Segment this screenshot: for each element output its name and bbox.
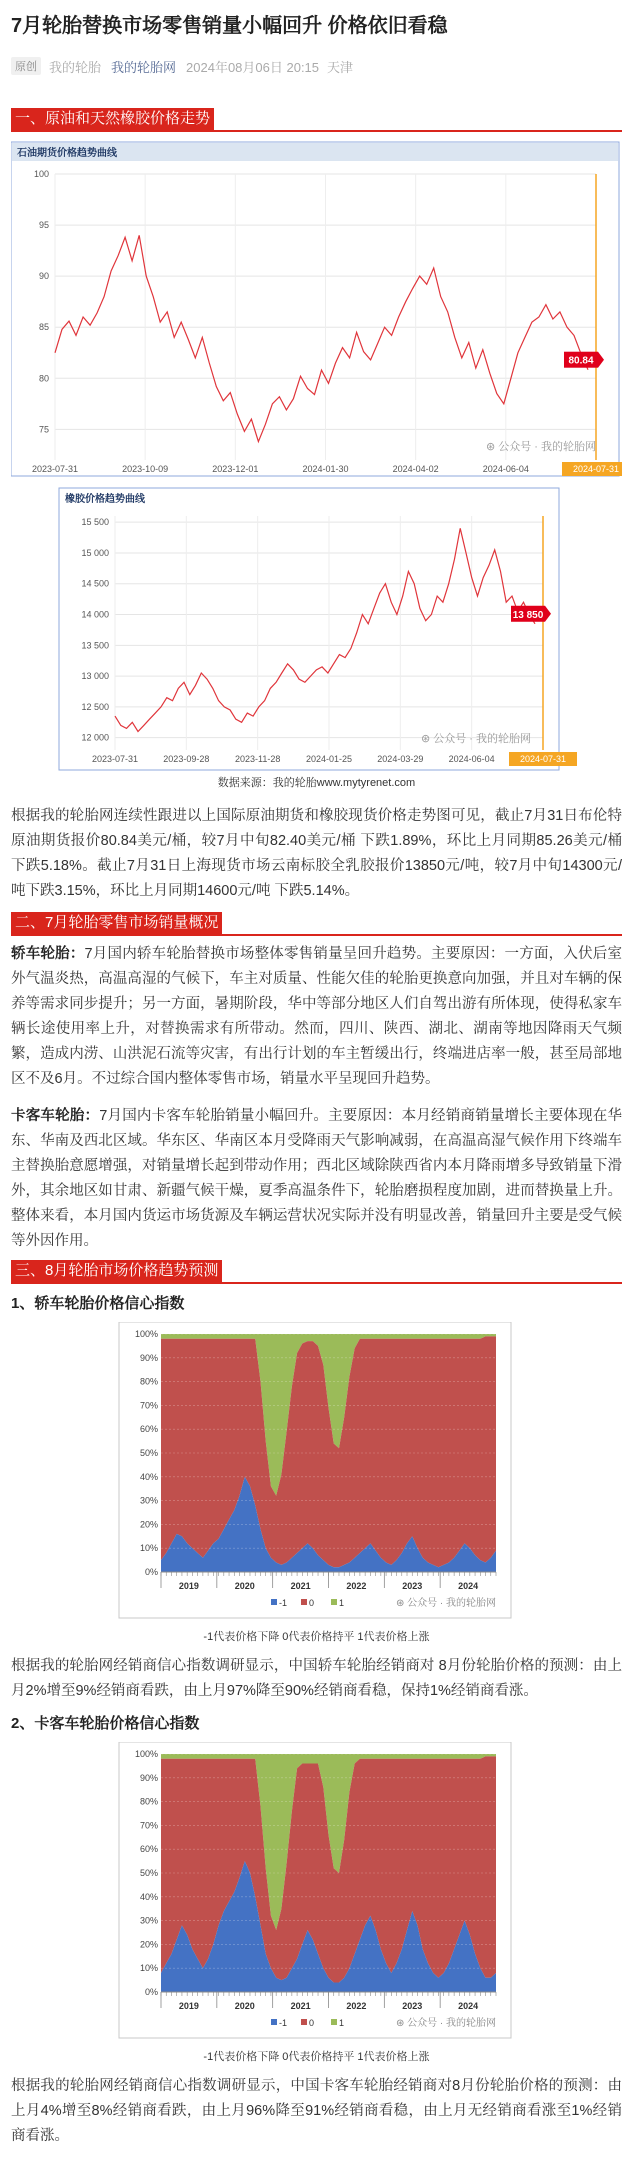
truck-confidence-subhead: 2、卡客车轮胎价格信心指数 [11, 1715, 200, 1732]
section-1 [11, 108, 622, 132]
rubber-chart [11, 484, 622, 772]
y-tick-label: 75 [38, 424, 49, 435]
year-label: 2021 [290, 2001, 311, 2011]
article-meta [11, 55, 622, 77]
truck-confidence-svg [11, 1742, 622, 2042]
x-tick-label: 2024-06-04 [448, 754, 495, 764]
oil-chart-svg [11, 138, 622, 478]
y-tick-label: 50% [139, 1868, 158, 1878]
x-tick-label: 2024-01-30 [302, 464, 349, 474]
car-tire-paragraph [11, 942, 622, 1092]
article-title: 7月轮胎替换市场零售销量小幅回升 价格依旧看稳 [11, 15, 448, 37]
legend-label: 0 [309, 1598, 315, 1608]
legend-label: 0 [309, 2018, 315, 2028]
y-tick-label: 90% [139, 1772, 158, 1783]
truck-confidence-chart [11, 1742, 622, 2042]
y-tick-label: 40% [139, 1471, 158, 1482]
x-tick-label: 2023-09-28 [163, 754, 210, 764]
x-tick-label: 2024-07-31 [519, 754, 567, 764]
year-label: 2023 [402, 1581, 423, 1591]
watermark-text: ⊛ 公众号 · 我的轮胎网 [395, 2018, 496, 2029]
y-tick-label: 90% [139, 1352, 158, 1363]
last-value-label: 13 850 [512, 609, 544, 621]
y-tick-label: 30% [139, 1915, 158, 1926]
legend-swatch [331, 2019, 337, 2025]
watermark-text: ⊛ 公众号 · 我的轮胎网 [485, 441, 596, 453]
y-tick-label: 90 [38, 271, 49, 282]
y-tick-label: 70% [139, 1400, 158, 1411]
section-2 [11, 912, 622, 936]
data-source-caption: 数据来源：我的轮胎www.mytyrenet.com [217, 777, 416, 789]
truck-forecast-paragraph: 根据我的轮胎网经销商信心指数调研显示，中国卡客车轮胎经销商对8月份轮胎价格的预测：由上月4%增至8%经销商看跌，由上月96%降至91%经销商看稳，由上月无经销商看涨至1%经销商看涨。 [11, 2078, 622, 2144]
legend-swatch [271, 1599, 277, 1605]
y-tick-label: 14 000 [81, 609, 109, 620]
y-tick-label: 100% [134, 1329, 158, 1339]
section-3 [11, 1260, 622, 1284]
legend-swatch [301, 1599, 307, 1605]
section-divider [11, 130, 622, 132]
year-label: 2022 [346, 2001, 367, 2011]
rubber-chart-svg [11, 484, 622, 772]
account-link[interactable]: 我的轮胎网 [111, 59, 177, 75]
y-tick-label: 40% [139, 1891, 158, 1902]
legend-label: -1 [279, 2018, 288, 2028]
oil-chart [11, 138, 622, 478]
x-tick-label: 2023-07-31 [91, 754, 139, 764]
watermark-text: ⊛ 公众号 · 我的轮胎网 [420, 733, 531, 745]
x-tick-label: 2024-06-04 [482, 464, 529, 474]
y-tick-label: 0% [144, 1987, 158, 1997]
car-legend-note: -1代表价格下降 0代表价格持平 1代表价格上涨 [203, 1631, 430, 1643]
y-tick-label: 60% [139, 1424, 158, 1435]
y-tick-label: 70% [139, 1820, 158, 1831]
car-tire-text: 7月国内轿车轮胎替换市场整体零售销量呈回升趋势。主要原因：一方面，入伏后室外气温炎热，高温高湿的气候下，车主对质量、性能欠佳的轮胎更换意向加强，并且对车辆的保养等需求同步提升；另一方面，暑期阶段，华中等部分地区人们自驾出游有所体现，使得私家车辆长途使用率上升，对替换需求有所带动。然而，四川、陕西、湖北、湖南等地因降雨天气频繁，造成内涝、山洪泥石流等灾害，有出行计划的车主暂缓出行，终端进店率一般，甚至局部地区不及6月。不过综合国内整体零售市场，销量水平呈现回升趋势。 [11, 946, 623, 1087]
x-tick-label: 2024-07-31 [572, 464, 620, 474]
y-tick-label: 80% [139, 1796, 158, 1807]
legend-label: 1 [339, 2018, 345, 2028]
year-label: 2024 [458, 2001, 479, 2011]
x-tick-label: 2023-11-28 [234, 754, 281, 764]
chart-frame [11, 142, 619, 476]
year-label: 2022 [346, 1581, 367, 1591]
car-confidence-subhead: 1、轿车轮胎价格信心指数 [11, 1295, 185, 1312]
y-tick-label: 0% [144, 1567, 158, 1577]
truck-tire-text: 7月国内卡客车轮胎销量小幅回升。主要原因：本月经销商销量增长主要体现在华东、华南及西北区域。华东区、华南区本月受降雨天气影响减弱，在高温高湿气候作用下终端车主替换胎意愿增强，对销量增长起到带动作用；西北区域除陕西省内本月降雨增多导致销量下滑外，其余地区如甘肃、新疆气候干燥，夏季高温条件下，轮胎磨损程度加剧，进而替换量上升。整体来看，本月国内货运市场货源及车辆运营状况实际并没有明显改善，销量回升主要是受气候等外因作用。 [11, 1108, 622, 1249]
car-confidence-chart [11, 1322, 622, 1622]
year-label: 2020 [234, 1581, 255, 1591]
truck-tire-paragraph [11, 1104, 622, 1254]
y-tick-label: 80 [38, 373, 49, 384]
car-forecast-paragraph: 根据我的轮胎网经销商信心指数调研显示，中国轿车轮胎经销商对 8月份轮胎价格的预测：由上月2%增至9%经销商看跌，由上月97%降至90%经销商看稳，保持1%经销商看涨。 [11, 1658, 622, 1699]
section-1-paragraph: 根据我的轮胎网连续性跟进以上国际原油期货和橡胶现货价格走势图可见，截止7月31日布伦特原油期货报价80.84美元/桶，较7月中旬82.40美元/桶 下跌1.89%，环比上月同期85.26美元/桶 下跌5.18%。截止7月31日上海现货市场云南标胶全乳胶报价13850元/吨，较7月中旬14300元/吨下跌3.15%，环比上月同期14600元/吨 下跌5.14%。 [11, 808, 622, 899]
truck-tire-label: 卡客车轮胎： [11, 1108, 100, 1124]
y-tick-label: 30% [139, 1495, 158, 1506]
y-tick-label: 12 000 [81, 732, 109, 743]
y-tick-label: 15 000 [81, 547, 109, 558]
x-tick-label: 2023-12-01 [212, 464, 259, 474]
y-tick-label: 20% [139, 1939, 158, 1950]
y-tick-label: 10% [139, 1963, 158, 1974]
y-tick-label: 100% [134, 1749, 158, 1759]
y-tick-label: 20% [139, 1519, 158, 1530]
publish-time: 2024年08月06日 20:15 [186, 59, 320, 75]
last-value-label: 80.84 [568, 355, 594, 367]
car-tire-label: 轿车轮胎： [11, 946, 85, 962]
y-tick-label: 13 500 [81, 640, 109, 651]
article-source: 我的轮胎 [49, 59, 102, 75]
y-tick-label: 100 [33, 169, 49, 179]
section-1-heading: 一、原油和天然橡胶价格走势 [11, 108, 214, 130]
y-tick-label: 13 000 [81, 671, 109, 682]
publish-location: 天津 [327, 59, 354, 75]
y-tick-label: 80% [139, 1376, 158, 1387]
year-label: 2019 [178, 1581, 199, 1591]
y-tick-label: 14 500 [81, 578, 109, 589]
x-tick-label: 2024-01-25 [305, 754, 353, 764]
chart-frame [59, 488, 559, 770]
x-tick-label: 2023-10-09 [122, 464, 169, 474]
y-tick-label: 15 500 [81, 517, 109, 528]
x-tick-label: 2023-07-31 [31, 464, 79, 474]
section-2-heading: 二、7月轮胎零售市场销量概况 [11, 912, 222, 934]
legend-label: -1 [279, 1598, 288, 1608]
chart-title: 橡胶价格趋势曲线 [65, 494, 145, 505]
y-tick-label: 60% [139, 1844, 158, 1855]
section-divider [11, 1282, 622, 1284]
truck-legend-note: -1代表价格下降 0代表价格持平 1代表价格上涨 [203, 2051, 430, 2063]
x-tick-label: 2024-04-02 [392, 464, 439, 474]
x-tick-label: 2024-03-29 [377, 754, 424, 764]
y-tick-label: 95 [38, 220, 49, 231]
y-tick-label: 12 500 [81, 701, 109, 712]
legend-swatch [331, 1599, 337, 1605]
year-label: 2021 [290, 1581, 311, 1591]
y-tick-label: 50% [139, 1448, 158, 1458]
year-label: 2019 [178, 2001, 199, 2011]
y-tick-label: 85 [38, 322, 49, 333]
section-divider [11, 934, 622, 936]
original-tag: 原创 [11, 57, 41, 75]
year-label: 2020 [234, 2001, 255, 2011]
chart-title: 石油期货价格趋势曲线 [17, 148, 117, 159]
legend-label: 1 [339, 1598, 345, 1608]
section-3-heading: 三、8月轮胎市场价格趋势预测 [11, 1260, 222, 1282]
legend-swatch [271, 2019, 277, 2025]
year-label: 2024 [458, 1581, 479, 1591]
legend-swatch [301, 2019, 307, 2025]
car-confidence-svg [11, 1322, 622, 1622]
watermark-text: ⊛ 公众号 · 我的轮胎网 [395, 1598, 496, 1609]
year-label: 2023 [402, 2001, 423, 2011]
y-tick-label: 10% [139, 1543, 158, 1554]
